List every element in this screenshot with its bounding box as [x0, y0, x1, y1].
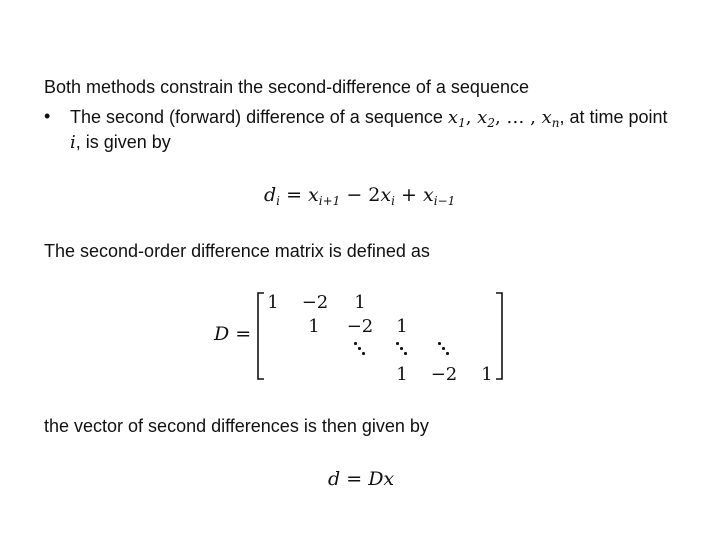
- matrix-cell-r1c1: 1: [267, 292, 279, 313]
- matrix-cell-r2c2: 1: [308, 316, 320, 337]
- vector-intro-text: the vector of second differences is then given by: [44, 416, 429, 436]
- matrix-diagonal-dots-2: [395, 341, 409, 357]
- sequence-math: $x_1$, $x_2$, … , $x_n$: [447, 107, 560, 130]
- time-index-var: i: [70, 132, 76, 153]
- vector-equation: d = Dx: [328, 468, 395, 490]
- bullet-marker: •: [44, 106, 51, 126]
- heading-text: Both methods constrain the second-difference of a sequence: [44, 77, 529, 97]
- bullet-text-start: The second (forward) difference of a sequence: [70, 107, 443, 127]
- matrix-cell-r4c5: −2: [430, 364, 458, 385]
- bullet-continuation: , is given by: [75, 132, 171, 152]
- matrix-cell-r2c4: 1: [396, 316, 408, 337]
- bullet-line-1: [70, 106, 668, 134]
- matrix-lhs: D =: [214, 323, 252, 345]
- matrix-cell-r4c4: 1: [396, 364, 408, 385]
- matrix-cell-r1c3: 1: [354, 292, 366, 313]
- matrix-diagonal-dots-3: [437, 341, 451, 357]
- bullet-text-end: , at time point: [559, 107, 668, 127]
- bullet-line-2: [70, 131, 171, 154]
- matrix-cell-r1c2: −2: [301, 292, 329, 313]
- matrix-cell-r2c3: −2: [346, 316, 374, 337]
- matrix-intro-text: The second-order difference matrix is defined as: [44, 241, 430, 261]
- matrix-diagonal-dots-1: [353, 341, 367, 357]
- second-difference-equation: $d_i = x_{i+1} - 2x_i + x_{i-1}$: [264, 184, 456, 208]
- matrix-cell-r4c6: 1: [481, 364, 493, 385]
